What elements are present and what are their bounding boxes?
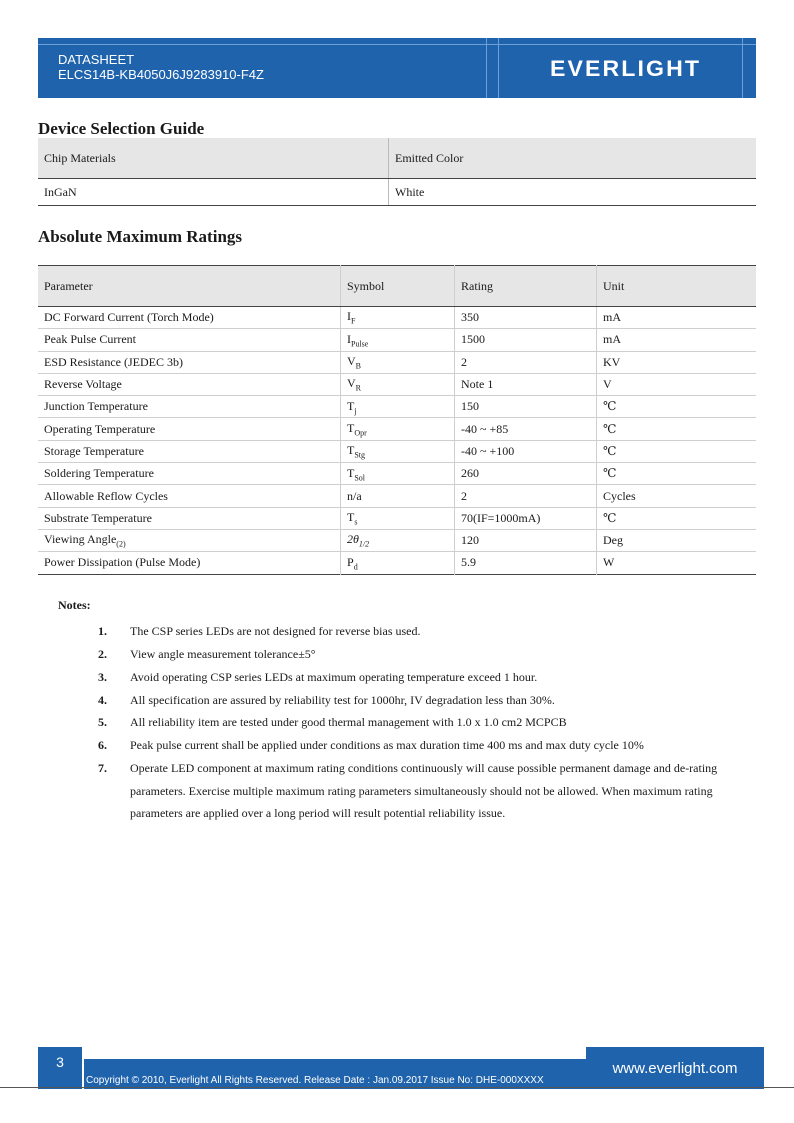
note-number: 1.: [98, 624, 107, 638]
rating-cell: 5.9: [455, 552, 597, 574]
param-cell: ESD Resistance (JEDEC 3b): [38, 351, 341, 373]
symbol-cell: $2\theta_{1/2}$: [341, 529, 455, 551]
param-cell: Power Dissipation (Pulse Mode): [44, 555, 201, 570]
symbol-cell: $T_{Stg}$: [341, 440, 455, 462]
symbol-cell: $T_s$: [341, 507, 455, 529]
param-cell: Reverse Voltage: [38, 373, 341, 395]
unit-cell: W: [597, 552, 757, 574]
page-footer: [38, 1047, 764, 1089]
param-cell: Operating Temperature: [38, 418, 341, 440]
table-row: [38, 507, 756, 529]
rating-cell: 1500: [455, 329, 597, 351]
symbol-cell: $V_B$: [341, 351, 455, 373]
table-row: [38, 373, 756, 395]
note-number: 4.: [98, 693, 107, 707]
unit-cell: Cycles: [597, 485, 757, 507]
copyright-text: Copyright © 2010, Everlight All Rights Reserved. Release Date : Jan.09.2017 Issue No: DHE-000XXXX: [84, 1059, 586, 1089]
header-divider: [742, 38, 743, 98]
table-row: [38, 552, 756, 574]
header-cell: Unit: [597, 266, 757, 307]
everlight-logo: EVERLIGHT: [550, 56, 702, 81]
param-cell: Peak Pulse Current: [38, 329, 341, 351]
header-cell: Chip Materials: [38, 138, 389, 179]
table-row: [38, 529, 756, 551]
notes-title: Notes:: [58, 598, 91, 612]
unit-cell: Deg: [597, 529, 757, 551]
note-text: All specification are assured by reliability test for 1000hr, IV degradation less than 30%.: [130, 693, 555, 707]
table-header-row: [38, 266, 756, 307]
note-number: 6.: [98, 738, 107, 752]
note-number: 3.: [98, 670, 107, 684]
section-title-ratings: Absolute Maximum Ratings: [38, 227, 243, 246]
symbol-cell: $T_{Opr}$: [341, 418, 455, 440]
section-title-selection: Device Selection Guide: [38, 119, 205, 138]
unit-cell: mA: [597, 307, 757, 329]
rating-cell: -40 ~ +100: [455, 440, 597, 462]
rating-cell: 260: [455, 463, 597, 485]
note-number: 5.: [98, 715, 107, 729]
header-divider: [498, 38, 499, 98]
table-row: [38, 463, 756, 485]
symbol-cell: n/a: [341, 485, 455, 507]
selection-table: [38, 138, 756, 206]
note-number: 7.: [98, 761, 107, 775]
header-text: [58, 52, 264, 82]
part-number: ELCS14B-KB4050J6J9283910-F4Z: [58, 67, 264, 82]
table-row: [38, 351, 756, 373]
note-text: View angle measurement tolerance±5°: [130, 647, 316, 661]
rating-cell: 150: [455, 396, 597, 418]
rating-cell: 2: [455, 351, 597, 373]
unit-cell: KV: [597, 351, 757, 373]
header-cell: Emitted Color: [389, 138, 757, 179]
unit-cell: ℃: [597, 507, 757, 529]
param-cell: Junction Temperature: [38, 396, 341, 418]
note-text: Peak pulse current shall be applied under conditions as max duration time 400 ms and max duty cycle 10%: [130, 738, 644, 752]
note-text: Avoid operating CSP series LEDs at maximum operating temperature exceed 1 hour.: [130, 670, 538, 684]
table-row: [38, 485, 756, 507]
param-cell: Soldering Temperature: [38, 463, 341, 485]
unit-cell: ℃: [597, 440, 757, 462]
unit-cell: mA: [597, 329, 757, 351]
table-row: [38, 307, 756, 329]
page-number: 3: [38, 1047, 82, 1089]
header-cell: Parameter: [38, 266, 341, 307]
header-cell: Rating: [455, 266, 597, 307]
param-cell: DC Forward Current (Torch Mode): [38, 307, 341, 329]
doc-type: DATASHEET: [58, 52, 135, 67]
unit-cell: V: [597, 373, 757, 395]
rating-cell: 70(IF=1000mA): [455, 507, 597, 529]
symbol-cell: $I_F$: [341, 307, 455, 329]
rating-cell: 350: [455, 307, 597, 329]
footer-rule: [0, 1087, 794, 1088]
symbol-cell: $V_R$: [341, 373, 455, 395]
param-cell: Storage Temperature: [38, 440, 341, 462]
symbol-cell: $I_{Pulse}$: [341, 329, 455, 351]
note-text: The CSP series LEDs are not designed for reverse bias used.: [130, 624, 421, 638]
symbol-cell: $P_d$: [341, 552, 455, 574]
unit-cell: ℃: [597, 463, 757, 485]
page-header: [38, 38, 756, 98]
website-link[interactable]: www.everlight.com: [586, 1047, 764, 1089]
param-cell: Viewing Angle$_{(2)}$: [38, 529, 341, 551]
unit-cell: ℃: [597, 418, 757, 440]
header-rule: [38, 44, 756, 45]
header-divider: [486, 38, 487, 98]
note-text: Operate LED component at maximum rating conditions continuously will cause possible permanent damage and de-rating parameters. Exercise multiple maximum rating parameters simultaneously should not be allowed. When maximum rating parameters are applied over a long period will result potential reliability issue.: [130, 761, 718, 820]
table-row: [38, 418, 756, 440]
rating-cell: 120: [455, 529, 597, 551]
rating-cell: 2: [455, 485, 597, 507]
header-cell: Symbol: [341, 266, 455, 307]
ratings-table: [38, 265, 756, 575]
table-cell: White: [389, 179, 757, 206]
note-text: All reliability item are tested under good thermal management with 1.0 x 1.0 cm2 MCPCB: [130, 715, 567, 729]
param-cell: Substrate Temperature: [38, 507, 341, 529]
rating-cell: Note 1: [455, 373, 597, 395]
symbol-cell: $T_{Sol}$: [341, 463, 455, 485]
note-number: 2.: [98, 647, 107, 661]
table-row: [38, 440, 756, 462]
table-row: [38, 179, 756, 206]
rating-cell: -40 ~ +85: [455, 418, 597, 440]
table-header-row: [38, 138, 756, 179]
table-row: [38, 329, 756, 351]
unit-cell: ℃: [597, 396, 757, 418]
symbol-cell: $T_j$: [341, 396, 455, 418]
table-cell: InGaN: [38, 179, 389, 206]
param-cell: Allowable Reflow Cycles: [38, 485, 341, 507]
table-row: [38, 396, 756, 418]
